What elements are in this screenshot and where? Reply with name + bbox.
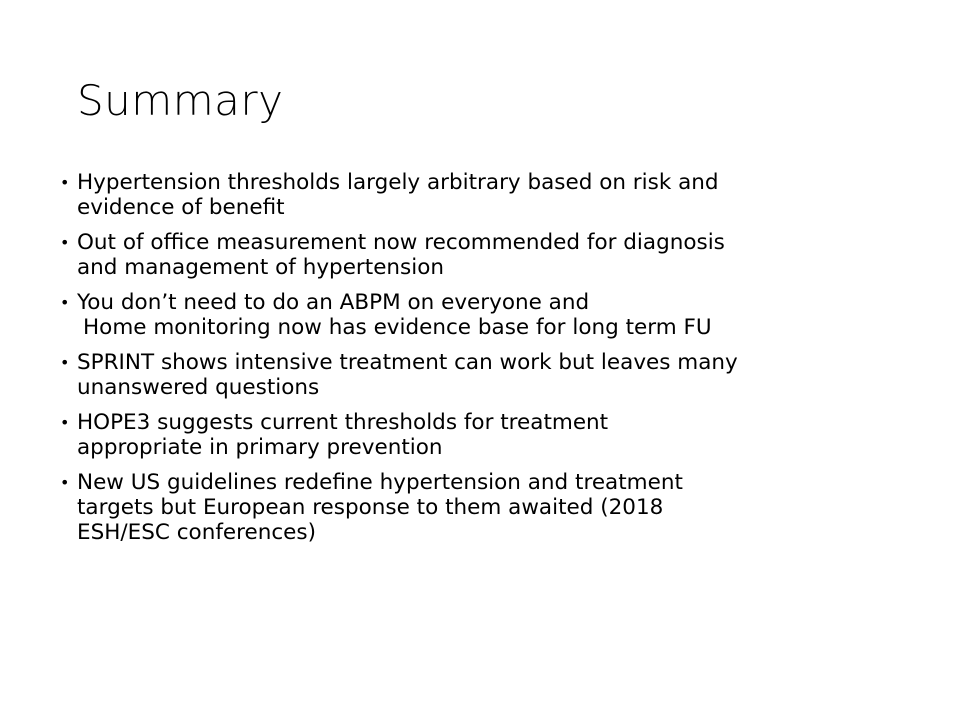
bullet-line: appropriate in primary prevention [77,435,443,460]
bullet-line: Home monitoring now has evidence base for long term FU [83,315,712,340]
bullet-line: ESH/ESC conferences) [77,520,316,545]
bullet-point-icon: • [60,353,70,372]
bullet-line: and management of hypertension [77,255,445,280]
bullet-line: unanswered questions [77,375,320,400]
bullet-line: HOPE3 suggests current thresholds for treatment [77,410,609,435]
bullet-point-icon: • [60,413,70,432]
bullet-line: New US guidelines redefine hypertension and treatment [77,470,683,495]
bullet-item [60,290,896,340]
bullet-line: You don’t need to do an ABPM on everyone and [77,290,590,315]
bullet-point-icon: • [60,293,70,312]
bullet-line: SPRINT shows intensive treatment can work but leaves many [77,350,738,375]
bullet-line: targets but European response to them awaited (2018 [77,495,664,520]
bullet-item [60,230,896,280]
bullet-item [60,170,896,220]
bullet-line: Hypertension thresholds largely arbitrary based on risk and [77,170,719,195]
bullet-line: Out of office measurement now recommended for diagnosis [77,230,725,255]
bullet-point-icon: • [60,233,70,252]
bullet-line: evidence of benefit [77,195,285,220]
bullet-list [60,170,896,555]
bullet-point-icon: • [60,473,70,492]
bullet-item [60,470,896,545]
bullet-item [60,410,896,460]
bullet-point-icon: • [60,173,70,192]
bullet-item [60,350,896,400]
slide-title: Summary [77,76,284,125]
